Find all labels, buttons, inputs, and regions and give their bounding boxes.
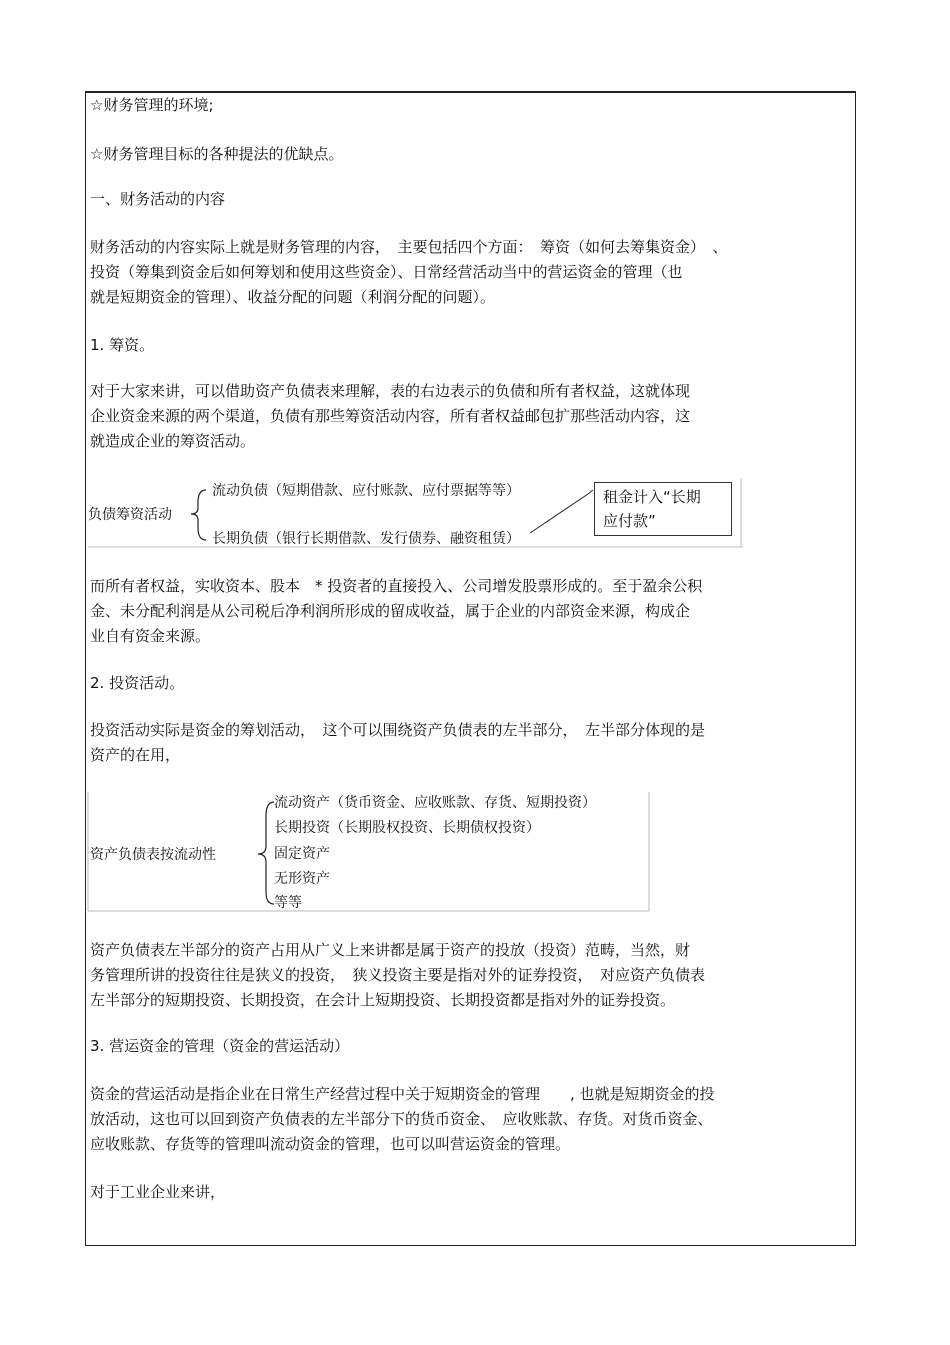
- subsection-heading: 2. 投资活动。: [90, 674, 185, 692]
- asset-liquidity-diagram: [88, 792, 650, 912]
- text-line: 就造成企业的筹资活动。: [90, 432, 256, 450]
- diagram-branch-label: 流动负债（短期借款、应付账款、应付票据等等）: [212, 483, 520, 499]
- diagram-branch-label: 长期投资（长期股权投资、长期债权投资）: [274, 820, 540, 836]
- diagram-root-label: 资产负债表按流动性: [90, 847, 216, 863]
- debt-financing-diagram: [88, 478, 743, 548]
- text-line: 而所有者权益，实收资本、股本 * 投资者的直接投入、公司增发股票形成的。至于盈余公积: [90, 577, 703, 595]
- text-line: 左半部分的短期投资、长期投资，在会计上短期投资、长期投资都是指对外的证券投资。: [90, 991, 676, 1009]
- text-line: 对于工业企业来讲，: [90, 1183, 226, 1201]
- text-line: 资金的营运活动是指企业在日常生产经营过程中关于短期资金的管理 , 也就是短期资金的投: [90, 1085, 715, 1103]
- section-heading: 一、财务活动的内容: [90, 190, 226, 208]
- note-line: 租金计入“长期: [603, 488, 701, 506]
- text-line: 对于大家来讲，可以借助资产负债表来理解，表的右边表示的负债和所有者权益，这就体现: [90, 382, 691, 400]
- text-line: 企业资金来源的两个渠道，负债有那些筹资活动内容，所有者权益邮包扩那些活动内容，这: [90, 407, 691, 425]
- text-line: 务管理所讲的投资往往是狭义的投资， 狭义投资主要是指对外的证券投资， 对应资产负债表: [90, 966, 706, 984]
- lease-note-box: [594, 482, 732, 536]
- text-line: 财务活动的内容实际上就是财务管理的内容， 主要包括四个方面： 筹资（如何去筹集资金） 、: [90, 238, 728, 256]
- text-line: 投资（筹集到资金后如何筹划和使用这些资金）、日常经营活动当中的营运资金的管理（也: [90, 263, 683, 281]
- text-line: ☆财务管理的环境;: [90, 96, 214, 114]
- subsection-heading: 1. 筹资。: [90, 336, 155, 354]
- text-line: 就是短期资金的管理）、收益分配的问题（利润分配的问题）。: [90, 288, 496, 306]
- diagram-branch-label: 无形资产: [274, 871, 330, 887]
- text-line: 应收账款、存货等的管理叫流动资金的管理，也可以叫营运资金的管理。: [90, 1135, 571, 1153]
- text-line: 资产负债表左半部分的资产占用从广义上来讲都是属于资产的投放（投资）范畴，当然，财: [90, 941, 691, 959]
- note-line: 应付款”: [603, 512, 656, 530]
- text-line: 投资活动实际是资金的筹划活动， 这个可以围绕资产负债表的左半部分， 左半部分体现的是: [90, 721, 706, 739]
- diagram-branch-label: 长期负债（银行长期借款、发行债券、融资租赁）: [212, 531, 520, 547]
- text-line: 金、未分配利润是从公司税后净利润所形成的留成收益，属于企业的内部资金来源，构成企: [90, 602, 691, 620]
- text-line: ☆财务管理目标的各种提法的优缺点。: [90, 145, 344, 163]
- diagram-branch-label: 等等: [274, 895, 302, 911]
- text-line: 放活动，这也可以回到资产负债表的左半部分下的货币资金、 应收账款、存货。对货币资金、: [90, 1110, 713, 1128]
- text-line: 资产的在用，: [90, 746, 181, 764]
- diagram-branch-label: 流动资产（货币资金、应收账款、存货、短期投资）: [274, 795, 596, 811]
- text-line: 业自有资金来源。: [90, 627, 211, 645]
- diagram-branch-label: 固定资产: [274, 846, 330, 862]
- diagram-root-label: 负债筹资活动: [88, 507, 172, 523]
- subsection-heading: 3. 营运资金的管理（资金的营运活动）: [90, 1037, 350, 1055]
